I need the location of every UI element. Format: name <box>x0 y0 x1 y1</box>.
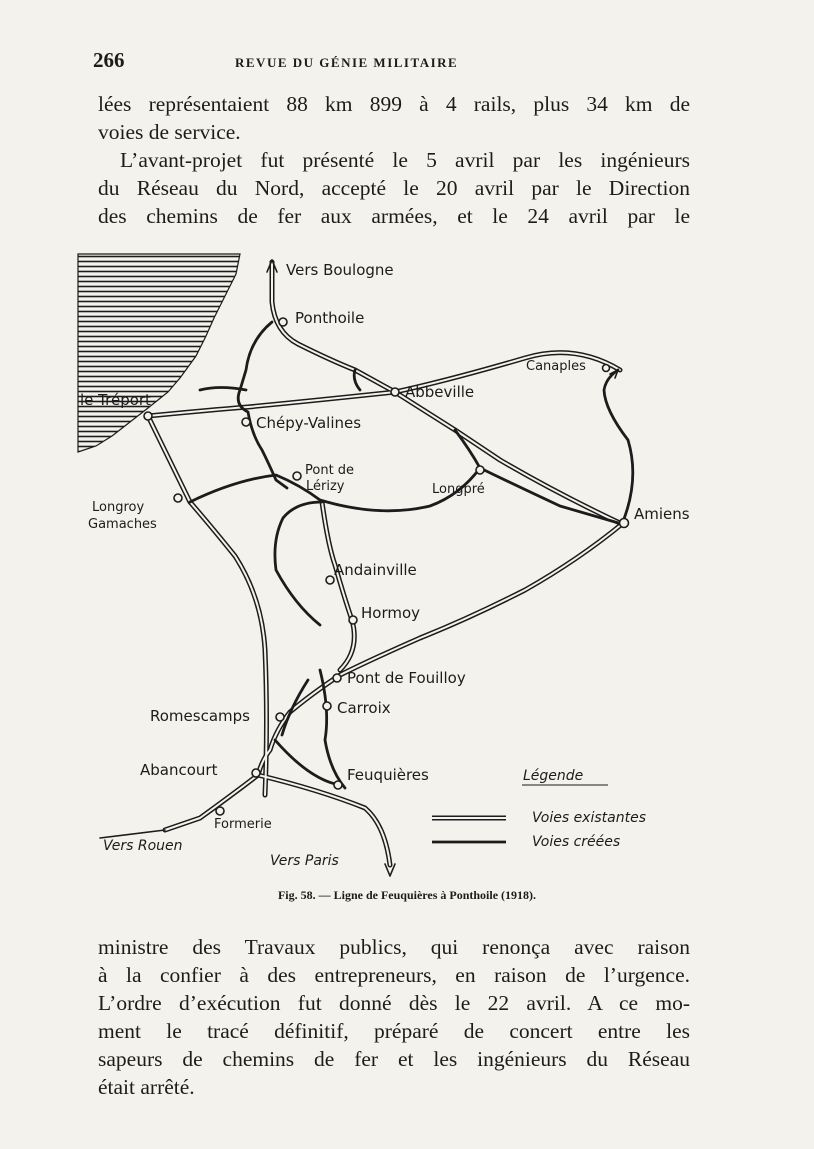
map-legend <box>432 768 646 850</box>
label-lerizy: Lérizy <box>306 479 345 494</box>
bottom-paragraph <box>98 933 690 1101</box>
label-vers-boulogne: Vers Boulogne <box>286 261 394 279</box>
sea-area <box>78 254 240 452</box>
railway-map <box>0 240 814 885</box>
label-pont-de-fouilloy: Pont de Fouilloy <box>347 669 466 687</box>
label-gamaches: Gamaches <box>88 517 157 532</box>
text-line: à la confier à des entrepreneurs, en raison de l’urgence. <box>98 963 690 987</box>
label-romescamps: Romescamps <box>150 707 250 725</box>
label-le-treport: le Tréport <box>80 391 151 409</box>
label-carroix: Carroix <box>337 699 391 717</box>
text-line: voies de service. <box>98 120 241 144</box>
label-ponthoile: Ponthoile <box>295 309 365 327</box>
top-paragraph <box>98 90 690 230</box>
legend-title: Légende <box>523 768 584 784</box>
figure-caption: Fig. 58. — Ligne de Feuquières à Ponthoile (1918). <box>277 888 537 902</box>
label-vers-paris: Vers Paris <box>270 853 339 869</box>
text-line: était arrêté. <box>98 1075 195 1099</box>
label-pont-de: Pont de <box>305 463 355 478</box>
label-canaples: Canaples <box>526 359 586 374</box>
text-line: ministre des Travaux publics, qui renonça avec raison <box>98 935 690 959</box>
label-feuquieres: Feuquières <box>347 766 429 784</box>
page-number: 266 <box>93 48 125 72</box>
label-chepy-valines: Chépy-Valines <box>256 414 362 432</box>
legend-created-label: Voies créées <box>532 834 621 850</box>
label-abancourt: Abancourt <box>140 761 218 779</box>
label-hormoy: Hormoy <box>361 604 421 622</box>
label-abbeville: Abbeville <box>405 383 475 401</box>
label-andainville: Andainville <box>334 561 417 579</box>
text-line: des chemins de fer aux armées, et le 24 avril par le <box>98 204 690 228</box>
running-head: REVUE DU GÉNIE MILITAIRE <box>235 55 459 70</box>
label-vers-rouen: Vers Rouen <box>103 838 183 854</box>
label-formerie: Formerie <box>214 817 272 832</box>
text-line: L’ordre d’exécution fut donné dès le 22 avril. A ce mo- <box>98 991 690 1015</box>
legend-existing-label: Voies existantes <box>532 810 646 826</box>
text-line: du Réseau du Nord, accepté le 20 avril par le Direction <box>98 176 690 200</box>
page-header <box>93 44 693 78</box>
text-line: lées représentaient 88 km 899 à 4 rails, plus 34 km de <box>98 92 690 116</box>
label-longroy: Longroy <box>92 500 145 515</box>
text-line: ment le tracé définitif, préparé de concert entre les <box>98 1019 690 1043</box>
text-line: L’avant-projet fut présenté le 5 avril par les ingénieurs <box>120 148 690 172</box>
text-line: sapeurs de chemins de fer et les ingénieurs du Réseau <box>98 1047 690 1071</box>
label-longpre: Longpré <box>432 482 485 497</box>
label-amiens: Amiens <box>634 505 690 523</box>
